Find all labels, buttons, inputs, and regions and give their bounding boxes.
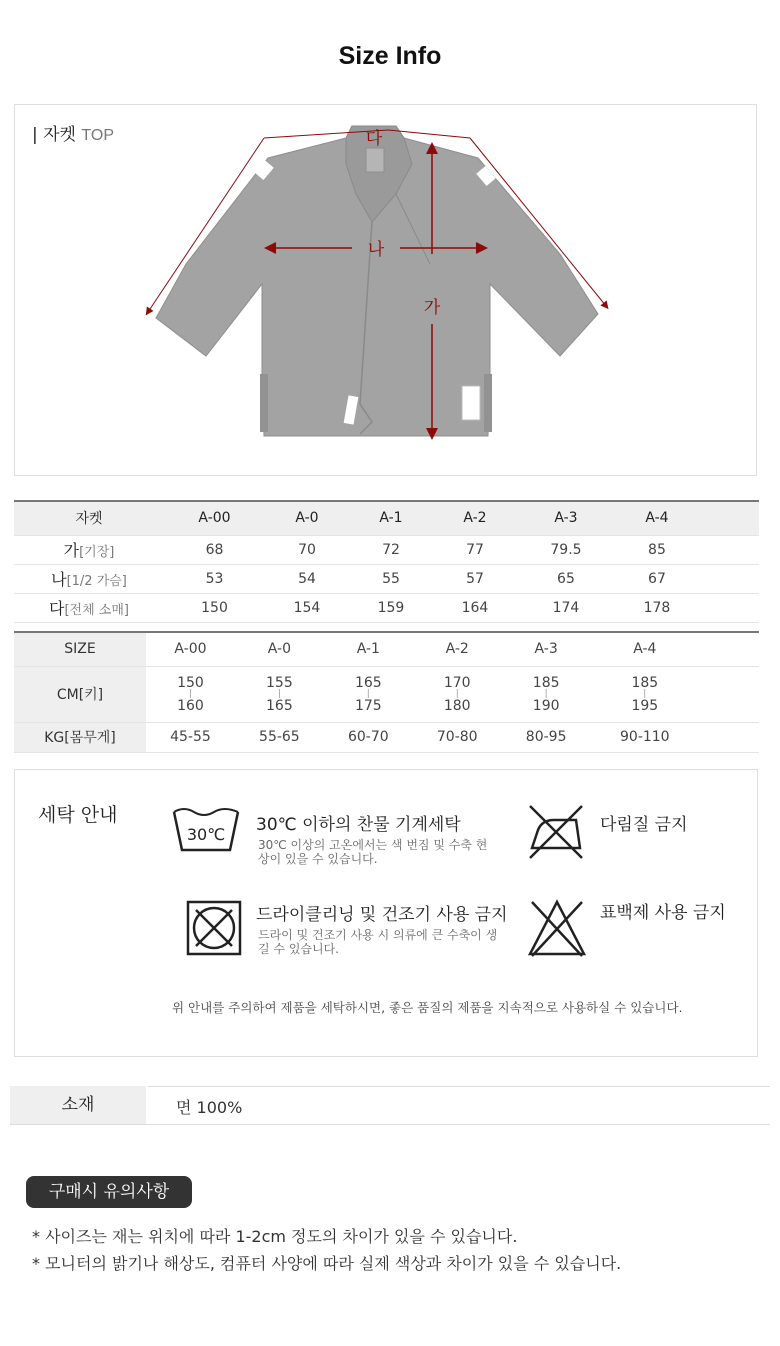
machine-wash-icon — [172, 806, 242, 856]
table-cell: 67 — [615, 564, 699, 593]
table-cell: 45-55 — [146, 722, 235, 752]
marker-ga: 가 — [423, 298, 441, 318]
care-item-desc: 30℃ 이상의 고온에서는 색 번짐 및 수축 현상이 있을 수 있습니다. — [258, 838, 488, 866]
divider — [10, 1124, 770, 1125]
notice-line: * 모니터의 밝기나 해상도, 컴퓨터 사양에 따라 실제 색상과 차이가 있을 수 있습니다. — [32, 1254, 622, 1273]
table-header-row — [14, 632, 759, 666]
diagram-label-main: | 자켓 — [32, 125, 76, 145]
table-header-cell: A-2 — [433, 501, 517, 535]
care-item-title: 표백제 사용 금지 — [600, 903, 726, 923]
page-title: Size Info — [338, 42, 442, 70]
care-item-desc: 드라이 및 건조기 사용 시 의류에 큰 수축이 생길 수 있습니다. — [258, 928, 498, 956]
row-label: CM[키] — [14, 666, 146, 722]
table-cell: 185 | 195 — [591, 666, 699, 722]
table-cell: 85 — [615, 535, 699, 564]
table-cell: 150 — [164, 593, 265, 622]
table-row — [14, 722, 759, 752]
notice-title-badge: 구매시 유의사항 — [26, 1176, 192, 1208]
table-cell: 165 | 175 — [324, 666, 413, 722]
table-row — [14, 593, 759, 622]
table-cell: 155 | 165 — [235, 666, 324, 722]
row-label: 다[전체 소매] — [14, 593, 164, 622]
table-cell: 150 | 160 — [146, 666, 235, 722]
table-header-cell: A-4 — [615, 501, 699, 535]
table-cell: 55-65 — [235, 722, 324, 752]
body-size-table — [14, 631, 759, 753]
table-header-cell: A-00 — [146, 632, 235, 666]
marker-na: 나 — [367, 240, 385, 260]
table-header-row — [14, 501, 759, 535]
table-header-cell: A-0 — [265, 501, 349, 535]
table-cell: 65 — [517, 564, 615, 593]
table-header-cell: A-3 — [517, 501, 615, 535]
table-cell: 79.5 — [517, 535, 615, 564]
table-header-cell: A-2 — [413, 632, 502, 666]
table-row — [14, 535, 759, 564]
care-note: 위 안내를 주의하여 제품을 세탁하시면, 좋은 품질의 제품을 지속적으로 사용하실 수 있습니다. — [172, 1000, 683, 1015]
marker-da: 다 — [365, 129, 383, 149]
no-bleach-icon — [526, 898, 588, 958]
no-tumble-dry-icon — [186, 900, 242, 956]
table-cell: 57 — [433, 564, 517, 593]
table-row — [14, 666, 759, 722]
row-label: 가[기장] — [14, 535, 164, 564]
table-cell: 154 — [265, 593, 349, 622]
table-header-cell: A-1 — [349, 501, 433, 535]
table-header-cell: A-4 — [591, 632, 699, 666]
table-header-cell — [699, 501, 759, 535]
table-cell: 185 | 190 — [502, 666, 591, 722]
table-cell: 72 — [349, 535, 433, 564]
jacket-size-table — [14, 500, 759, 623]
table-cell: 159 — [349, 593, 433, 622]
diagram-label-sub: TOP — [81, 127, 114, 144]
material-value: 면 100% — [176, 1098, 243, 1117]
table-cell: 80-95 — [502, 722, 591, 752]
table-header-cell: A-1 — [324, 632, 413, 666]
material-label: 소재 — [10, 1086, 146, 1124]
divider — [148, 1086, 770, 1087]
table-header-cell: A-00 — [164, 501, 265, 535]
wash-temperature: 30℃ — [186, 825, 226, 844]
row-label: KG[몸무게] — [14, 722, 146, 752]
table-header-cell: A-3 — [502, 632, 591, 666]
table-cell: 70 — [265, 535, 349, 564]
table-cell: 70-80 — [413, 722, 502, 752]
table-header-cell: SIZE — [14, 632, 146, 666]
jacket-illustration — [0, 104, 780, 476]
care-item-title: 다림질 금지 — [600, 815, 688, 835]
care-item-title: 30℃ 이하의 찬물 기계세탁 — [256, 815, 461, 835]
table-cell: 170 | 180 — [413, 666, 502, 722]
notice-line: * 사이즈는 재는 위치에 따라 1-2cm 정도의 차이가 있을 수 있습니다. — [32, 1227, 518, 1246]
care-item-title: 드라이클리닝 및 건조기 사용 금지 — [256, 905, 508, 925]
table-row — [14, 564, 759, 593]
table-cell: 164 — [433, 593, 517, 622]
table-cell: 68 — [164, 535, 265, 564]
table-cell: 77 — [433, 535, 517, 564]
table-cell: 54 — [265, 564, 349, 593]
table-cell: 178 — [615, 593, 699, 622]
table-header-cell: 자켓 — [14, 501, 164, 535]
care-title: 세탁 안내 — [38, 804, 118, 826]
table-cell: 55 — [349, 564, 433, 593]
no-iron-icon — [526, 802, 586, 862]
table-cell: 60-70 — [324, 722, 413, 752]
table-cell: 53 — [164, 564, 265, 593]
table-cell: 174 — [517, 593, 615, 622]
row-label: 나[1/2 가슴] — [14, 564, 164, 593]
table-header-cell: A-0 — [235, 632, 324, 666]
table-cell: 90-110 — [591, 722, 699, 752]
